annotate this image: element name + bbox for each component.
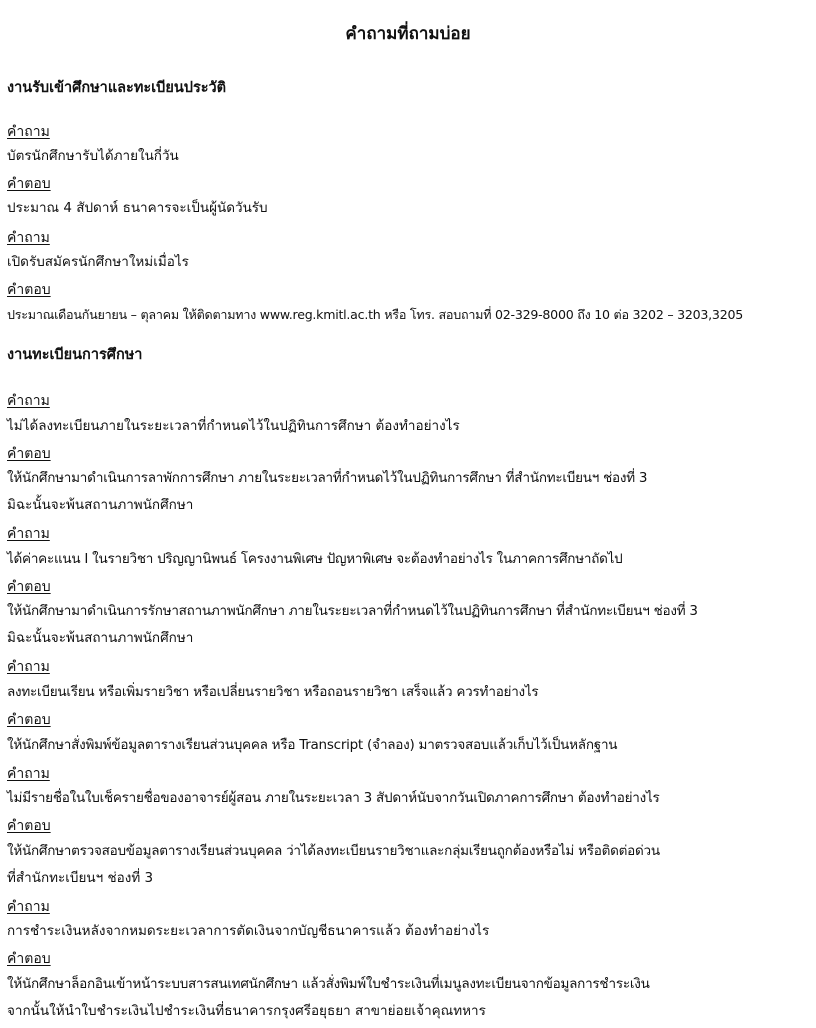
answer-label: คำตอบ bbox=[7, 446, 51, 462]
question-label: คำถาม bbox=[7, 124, 50, 140]
answer-text: มิฉะนั้นจะพ้นสถานภาพนักศึกษา bbox=[7, 630, 194, 646]
page-title: คำถามที่ถามบ่อย bbox=[345, 24, 471, 44]
answer-text: ให้นักศึกษามาดำเนินการรักษาสถานภาพนักศึกษา ภายในระยะเวลาที่กำหนดไว้ในปฏิทินการศึกษา ที่สำนักทะเบียนฯ ช่องที่ 3 bbox=[7, 603, 698, 619]
question-label: คำถาม bbox=[7, 393, 50, 409]
answer-label: คำตอบ bbox=[7, 282, 51, 298]
question-label: คำถาม bbox=[7, 659, 50, 675]
answer-label: คำตอบ bbox=[7, 951, 51, 967]
section-heading-registration: งานทะเบียนการศึกษา bbox=[7, 347, 143, 363]
question-label: คำถาม bbox=[7, 230, 50, 246]
question-text: ไม่มีรายชื่อในใบเช็ครายชื่อของอาจารย์ผู้สอน ภายในระยะเวลา 3 สัปดาห์นับจากวันเปิดภาคการศึกษา ต้องทำอย่างไร bbox=[7, 790, 660, 806]
question-label: คำถาม bbox=[7, 899, 50, 915]
answer-text: ให้นักศึกษามาดำเนินการลาพักการศึกษา ภายในระยะเวลาที่กำหนดไว้ในปฏิทินการศึกษา ที่สำนักทะเบียนฯ ช่องที่ 3 bbox=[7, 470, 648, 486]
answer-label: คำตอบ bbox=[7, 579, 51, 595]
answer-text: ประมาณ 4 สัปดาห์ ธนาคารจะเป็นผู้นัดวันรับ bbox=[7, 200, 268, 216]
question-text: ได้ค่าคะแนน I ในรายวิชา ปริญญานิพนธ์ โครงงานพิเศษ ปัญหาพิเศษ จะต้องทำอย่างไร ในภาคการศึกษาถัดไป bbox=[7, 551, 623, 567]
question-text: บัตรนักศึกษารับได้ภายในกี่วัน bbox=[7, 148, 179, 164]
question-text: เปิดรับสมัครนักศึกษาใหม่เมื่อไร bbox=[7, 254, 189, 270]
question-label: คำถาม bbox=[7, 766, 50, 782]
answer-label: คำตอบ bbox=[7, 176, 51, 192]
answer-text: ให้นักศึกษาสั่งพิมพ์ข้อมูลตารางเรียนส่วนบุคคล หรือ Transcript (จำลอง) มาตรวจสอบแล้วเก็บไว้เป็นหลักฐาน bbox=[7, 737, 618, 753]
answer-text: ให้นักศึกษาตรวจสอบข้อมูลตารางเรียนส่วนบุคคล ว่าได้ลงทะเบียนรายวิชาและกลุ่มเรียนถูกต้องหรือไม่ หรือติดต่อด่วน bbox=[7, 843, 660, 859]
answer-text: ประมาณเดือนกันยายน – ตุลาคม ให้ติดตามทาง www.reg.kmitl.ac.th หรือ โทร. สอบถามที่ 02-329-8000 ถึง 10 ต่อ 3202 – 3203,3205 bbox=[7, 307, 743, 322]
answer-text: มิฉะนั้นจะพ้นสถานภาพนักศึกษา bbox=[7, 497, 194, 513]
answer-label: คำตอบ bbox=[7, 818, 51, 834]
answer-text: จากนั้นให้นำใบชำระเงินไปชำระเงินที่ธนาคารกรุงศรีอยุธยา สาขาย่อยเจ้าคุณทหาร bbox=[7, 1003, 486, 1019]
question-label: คำถาม bbox=[7, 526, 50, 542]
section-heading-admissions: งานรับเข้าศึกษาและทะเบียนประวัติ bbox=[7, 80, 227, 96]
answer-label: คำตอบ bbox=[7, 712, 51, 728]
question-text: ไม่ได้ลงทะเบียนภายในระยะเวลาที่กำหนดไว้ในปฏิทินการศึกษา ต้องทำอย่างไร bbox=[7, 418, 460, 434]
question-text: ลงทะเบียนเรียน หรือเพิ่มรายวิชา หรือเปลี่ยนรายวิชา หรือถอนรายวิชา เสร็จแล้ว ควรทำอย่างไร bbox=[7, 684, 539, 700]
answer-text: ที่สำนักทะเบียนฯ ช่องที่ 3 bbox=[7, 870, 154, 886]
question-text: การชำระเงินหลังจากหมดระยะเวลาการตัดเงินจากบัญชีธนาคารแล้ว ต้องทำอย่างไร bbox=[7, 923, 490, 939]
answer-text: ให้นักศึกษาล็อกอินเข้าหน้าระบบสารสนเทศนักศึกษา แล้วสั่งพิมพ์ใบชำระเงินที่เมนูลงทะเบียนจากข้อมูลการชำระเงิน bbox=[7, 976, 650, 992]
